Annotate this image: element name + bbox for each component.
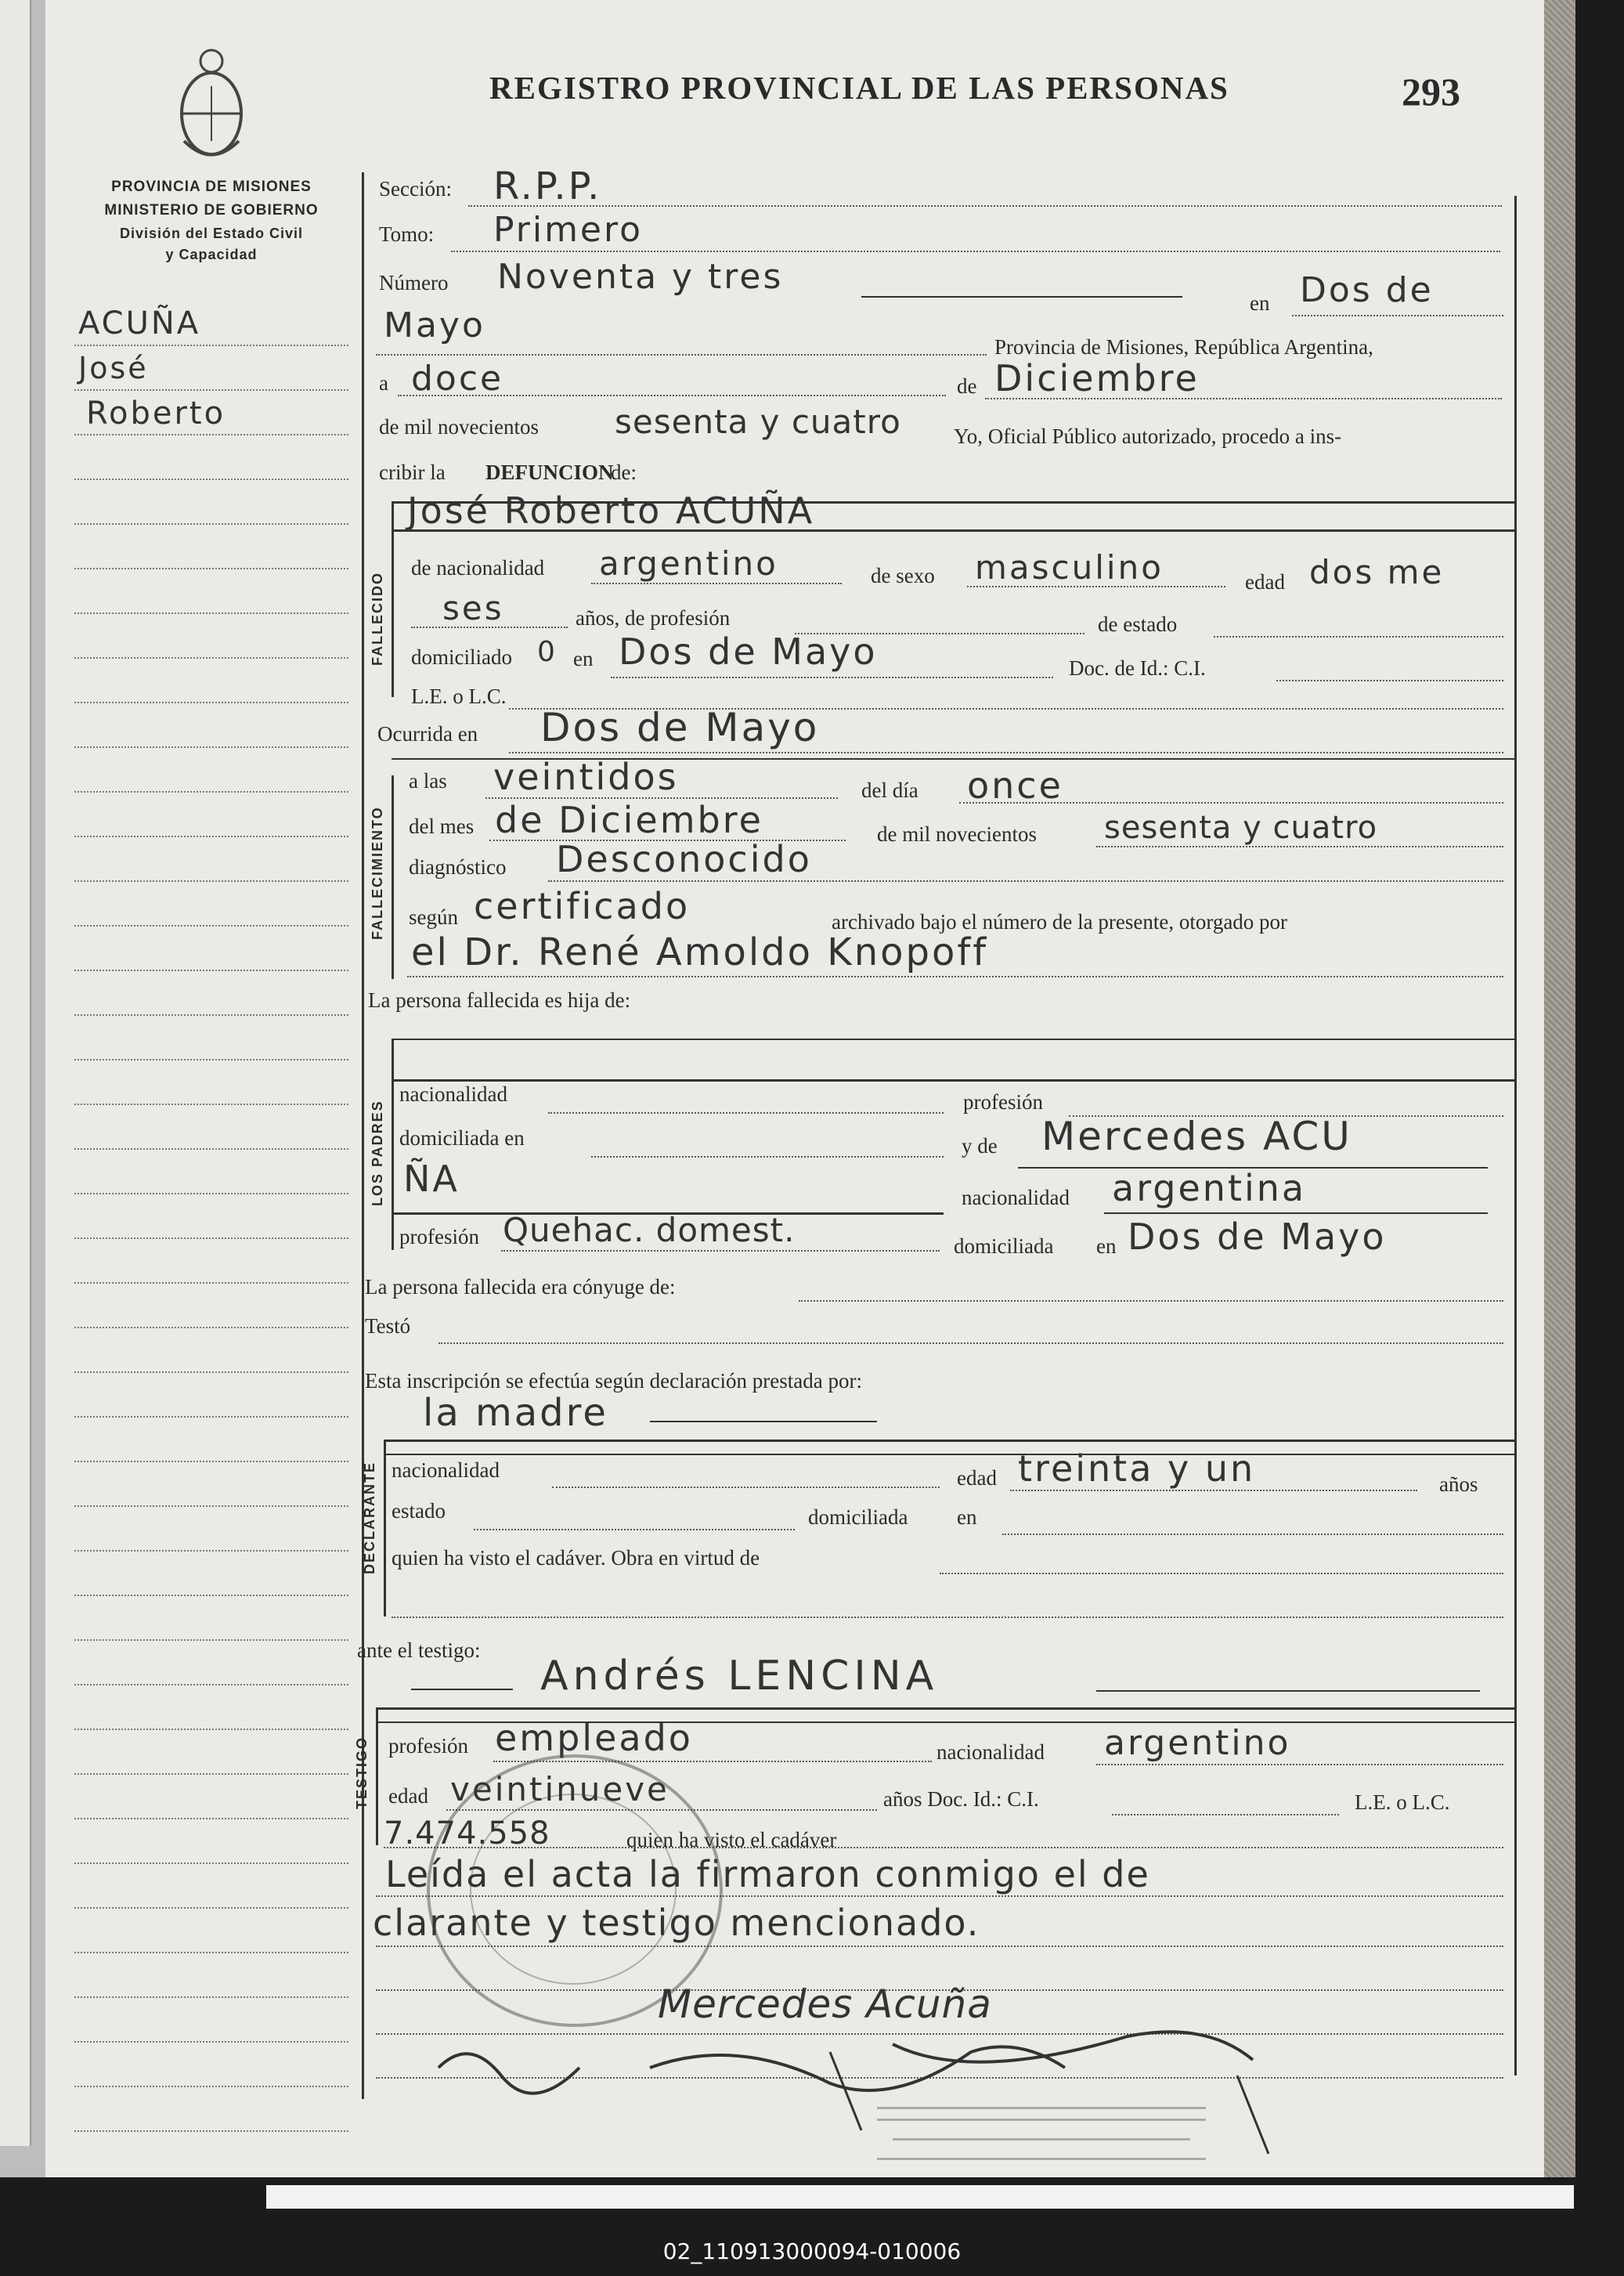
left-rule-line bbox=[74, 1104, 348, 1105]
ante-testigo-label: ante el testigo: bbox=[357, 1638, 481, 1662]
left-rule-line bbox=[74, 1193, 348, 1194]
previous-page-edge bbox=[0, 0, 31, 2146]
left-panel bbox=[70, 157, 352, 263]
le-lc-label: L.E. o L.C. bbox=[411, 685, 507, 708]
madre-profesion-value: Quehac. domest. bbox=[503, 1211, 796, 1249]
declarante-edad-value: treinta y un bbox=[1018, 1447, 1256, 1490]
defuncion-label: DEFUNCION bbox=[485, 461, 614, 484]
lugar-value-2: Mayo bbox=[384, 305, 485, 345]
testigo-profesion-value: empleado bbox=[495, 1717, 693, 1759]
left-rule-line bbox=[74, 1818, 348, 1819]
left-rule-line bbox=[74, 746, 348, 748]
left-rule-line bbox=[74, 1729, 348, 1730]
domiciliado-label: domiciliado bbox=[411, 645, 512, 669]
anio-fallecimiento-value: sesenta y cuatro bbox=[1104, 810, 1378, 846]
testigo-edad-value: veintinueve bbox=[450, 1770, 669, 1808]
madre-en-label: en bbox=[1096, 1234, 1117, 1258]
left-rule-line bbox=[74, 1952, 348, 1953]
province-label: PROVINCIA DE MISIONES bbox=[111, 179, 312, 195]
left-rule-line bbox=[74, 1371, 348, 1373]
declarante-value: la madre bbox=[423, 1391, 608, 1435]
testigo-le-lc-label: L.E. o L.C. bbox=[1355, 1790, 1450, 1814]
margin-second-name: Roberto bbox=[86, 396, 226, 432]
left-rule-line bbox=[74, 925, 348, 927]
page-number: 293 bbox=[1402, 70, 1460, 114]
declarante-anos-label: años bbox=[1439, 1472, 1478, 1496]
left-rule-line bbox=[74, 1907, 348, 1909]
cierre-line-1: Leída el acta la firmaron conmigo el de bbox=[385, 1853, 1150, 1895]
edad-label: edad bbox=[1245, 570, 1285, 594]
side-label-declarante: DECLARANTE bbox=[362, 1461, 377, 1574]
left-rule-line bbox=[74, 434, 348, 435]
left-rule-line bbox=[74, 1550, 348, 1552]
left-rule-line bbox=[74, 791, 348, 793]
left-rule-line bbox=[74, 970, 348, 971]
left-rule-line bbox=[74, 1282, 348, 1284]
a-label: a bbox=[379, 371, 388, 395]
testigo-profesion-label: profesión bbox=[388, 1734, 468, 1758]
side-label-testigo: TESTIGO bbox=[354, 1736, 370, 1809]
left-rule-line bbox=[74, 1505, 348, 1507]
madre-value-1: Mercedes ACU bbox=[1041, 1114, 1352, 1159]
declarante-edad-label: edad bbox=[957, 1466, 997, 1490]
signature-mother: Mercedes Acuña bbox=[658, 1982, 992, 2027]
mes-value: Diciembre bbox=[994, 357, 1200, 399]
side-label-padres: LOS PADRES bbox=[370, 1100, 385, 1206]
sexo-value: masculino bbox=[975, 548, 1164, 587]
madre-profesion-label: profesión bbox=[399, 1225, 479, 1248]
margin-first-name: José bbox=[78, 351, 149, 385]
nacionalidad-value: argentino bbox=[599, 544, 778, 583]
testigo-edad-label: edad bbox=[388, 1784, 428, 1808]
left-rule-line bbox=[74, 702, 348, 703]
quien-visto-label: quien ha visto el cadáver bbox=[626, 1828, 837, 1852]
tomo-value: Primero bbox=[493, 210, 644, 250]
left-rule-line bbox=[74, 1327, 348, 1328]
numero-label: Número bbox=[379, 271, 449, 294]
left-rule-line bbox=[74, 2086, 348, 2087]
padre-nacionalidad-label: nacionalidad bbox=[399, 1082, 507, 1106]
form-right-border bbox=[1514, 196, 1517, 2075]
declarante-domiciliada-label: domiciliada bbox=[808, 1505, 908, 1529]
ocurrida-label: Ocurrida en bbox=[377, 722, 478, 746]
nacionalidad-label: de nacionalidad bbox=[411, 556, 545, 580]
doc-id-label: Doc. de Id.: C.I. bbox=[1069, 656, 1206, 680]
mes-fallecimiento-value: de Diciembre bbox=[495, 799, 763, 841]
estado-label: de estado bbox=[1098, 612, 1178, 636]
official-seal-inner bbox=[470, 1794, 677, 1985]
dia-value: doce bbox=[411, 359, 504, 399]
de-mil-label: de mil novecientos bbox=[379, 415, 539, 439]
left-rule-line bbox=[74, 1148, 348, 1150]
left-rule-line bbox=[74, 479, 348, 480]
padre-profesion-label: profesión bbox=[963, 1090, 1043, 1114]
visto-cadaver-label: quien ha visto el cadáver. Obra en virtud de bbox=[392, 1546, 760, 1570]
del-mes-label: del mes bbox=[409, 815, 475, 838]
left-rule-line bbox=[74, 657, 348, 659]
madre-domiciliada-label: domiciliada bbox=[954, 1234, 1054, 1258]
left-rule-line bbox=[74, 345, 348, 346]
lugar-value-1: Dos de bbox=[1300, 270, 1434, 310]
image-caption: 02_110913000094-010006 bbox=[662, 2238, 962, 2264]
testigo-doc-label: años Doc. Id.: C.I. bbox=[883, 1787, 1039, 1811]
page-foot bbox=[266, 2185, 1574, 2209]
dia-fallecimiento-value: once bbox=[967, 764, 1063, 807]
left-rule-line bbox=[74, 1237, 348, 1239]
seccion-value: R.P.P. bbox=[493, 164, 602, 208]
madre-value-2: ÑA bbox=[403, 1158, 460, 1200]
padre-domiciliada-label: domiciliada en bbox=[399, 1126, 525, 1150]
left-rule-line bbox=[74, 389, 348, 391]
left-rule-line bbox=[74, 880, 348, 882]
margin-surname: ACUÑA bbox=[78, 305, 201, 341]
testigo-doc-value: 7.474.558 bbox=[384, 1815, 550, 1852]
left-rule-line bbox=[74, 1773, 348, 1775]
edad-value-1: dos me bbox=[1309, 553, 1445, 591]
left-rule-line bbox=[74, 1684, 348, 1685]
tomo-label: Tomo: bbox=[379, 222, 435, 246]
madre-nacionalidad-value: argentina bbox=[1112, 1167, 1307, 1209]
testigo-nacionalidad-label: nacionalidad bbox=[937, 1740, 1045, 1764]
testo-label: Testó bbox=[365, 1314, 411, 1338]
oficial-label: Yo, Oficial Público autorizado, procedo a ins- bbox=[954, 424, 1342, 448]
page-title: REGISTRO PROVINCIAL DE LAS PERSONAS bbox=[489, 70, 1229, 106]
del-dia-label: del día bbox=[861, 779, 918, 802]
left-rule-line bbox=[74, 1416, 348, 1418]
cierre-line-2: clarante y testigo mencionado. bbox=[373, 1902, 980, 1944]
diagnostico-label: diagnóstico bbox=[409, 855, 507, 879]
inscripcion-label: Esta inscripción se efectúa según declaración prestada por: bbox=[365, 1369, 862, 1393]
de-colon-label: de: bbox=[611, 461, 637, 484]
left-rule-line bbox=[74, 1639, 348, 1641]
book-spine bbox=[1544, 0, 1575, 2193]
y-de-label: y de bbox=[962, 1134, 998, 1158]
left-rule-line bbox=[74, 1996, 348, 1998]
left-rule-line bbox=[74, 568, 348, 569]
nombre-fallecido-value: José Roberto ACUÑA bbox=[407, 490, 815, 532]
edad-value-2: ses bbox=[442, 589, 504, 627]
segun-label: según bbox=[409, 905, 458, 929]
left-rule-line bbox=[74, 836, 348, 837]
domicilio-value: Dos de Mayo bbox=[619, 630, 878, 673]
left-rule-line bbox=[74, 523, 348, 525]
profesion-label: años, de profesión bbox=[576, 606, 731, 630]
seccion-label: Sección: bbox=[379, 177, 452, 201]
left-rule-line bbox=[74, 1014, 348, 1016]
testigo-nacionalidad-value: argentino bbox=[1104, 1723, 1291, 1763]
ocurrida-value: Dos de Mayo bbox=[540, 705, 820, 750]
de-label: de bbox=[957, 374, 977, 398]
left-rule-line bbox=[74, 1461, 348, 1462]
side-label-fallecimiento: FALLECIMIENTO bbox=[370, 806, 385, 940]
hija-de-label: La persona fallecida es hija de: bbox=[368, 988, 631, 1012]
en-label: en bbox=[1250, 291, 1270, 315]
side-label-fallecido: FALLECIDO bbox=[370, 572, 385, 666]
left-rule-line bbox=[74, 2130, 348, 2132]
capacity-label: y Capacidad bbox=[165, 247, 258, 262]
form-left-border bbox=[362, 172, 364, 2099]
provincia-label: Provincia de Misiones, República Argentina, bbox=[994, 335, 1373, 359]
madre-nacionalidad-label: nacionalidad bbox=[962, 1186, 1070, 1209]
declarante-en-label: en bbox=[957, 1505, 977, 1529]
a-las-label: a las bbox=[409, 769, 447, 793]
cribir-label: cribir la bbox=[379, 461, 446, 484]
de-mil-nov-label: de mil novecientos bbox=[877, 822, 1037, 846]
declarante-nacionalidad-label: nacionalidad bbox=[392, 1458, 500, 1482]
division-label: División del Estado Civil bbox=[119, 226, 304, 241]
left-rule-line bbox=[74, 612, 348, 614]
left-rule-line bbox=[74, 1862, 348, 1864]
diagnostico-value: Desconocido bbox=[556, 838, 812, 880]
left-rule-line bbox=[74, 1595, 348, 1596]
madre-domicilio-value: Dos de Mayo bbox=[1128, 1216, 1387, 1258]
segun-value: certificado bbox=[474, 885, 691, 927]
coat-of-arms-icon bbox=[168, 39, 254, 164]
left-rule-line bbox=[74, 1059, 348, 1060]
declarante-estado-label: estado bbox=[392, 1499, 446, 1523]
archivado-label: archivado bajo el número de la presente, otorgado por bbox=[832, 910, 1288, 934]
bottom-stamp bbox=[861, 2099, 1222, 2168]
left-rule-line bbox=[74, 2041, 348, 2043]
conyuge-label: La persona fallecida era cónyuge de: bbox=[365, 1275, 676, 1299]
medico-value: el Dr. René Amoldo Knopoff bbox=[411, 930, 989, 974]
hora-value: veintidos bbox=[493, 756, 679, 798]
ministry-label: MINISTERIO DE GOBIERNO bbox=[104, 202, 319, 219]
numero-value: Noventa y tres bbox=[497, 257, 784, 297]
anio-value: sesenta y cuatro bbox=[615, 403, 901, 441]
en-label-2: en bbox=[573, 647, 594, 670]
sexo-label: de sexo bbox=[871, 564, 935, 587]
domicilio-num-value: 0 bbox=[537, 636, 558, 668]
testigo-value: Andrés LENCINA bbox=[540, 1653, 939, 1700]
